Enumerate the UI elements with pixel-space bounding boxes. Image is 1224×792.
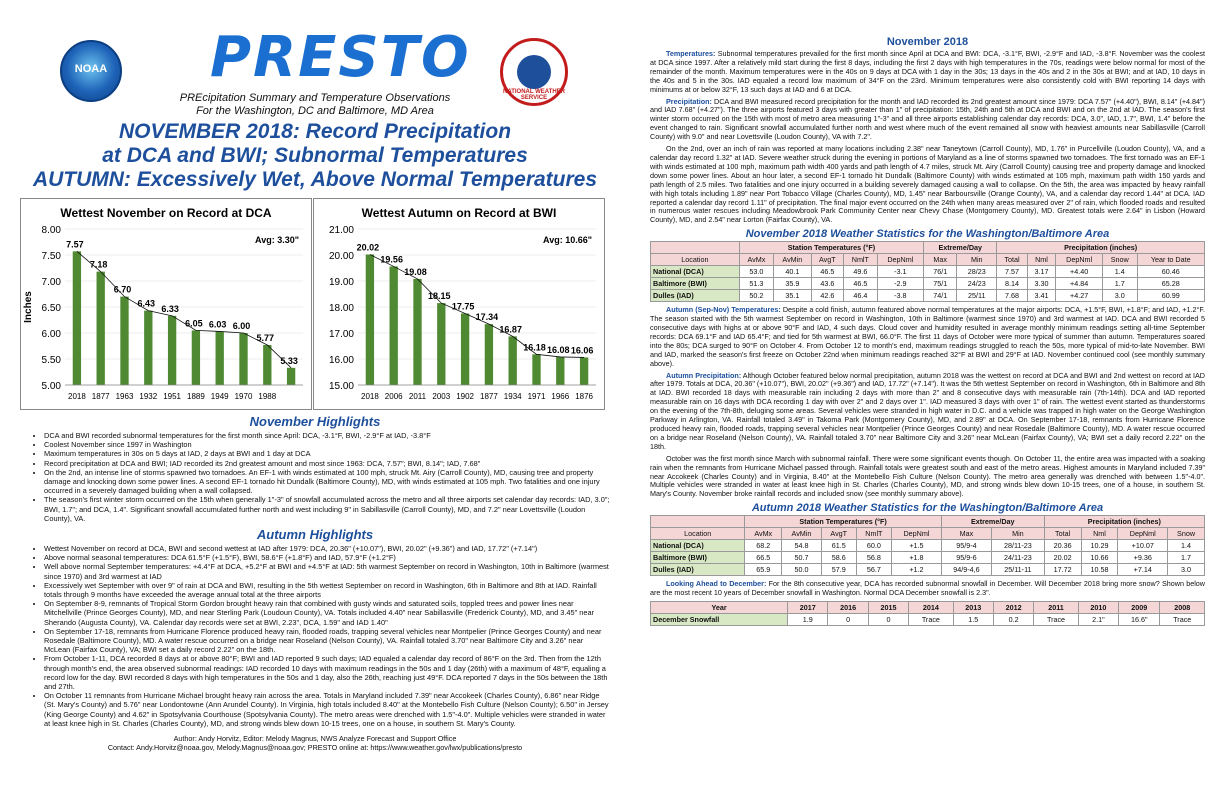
data-label: 5.77	[256, 332, 275, 343]
snow-table-cell: 2016	[828, 602, 868, 614]
paragraph-storms: On the 2nd, over an inch of rain was reported at many locations including 2.38" near Taneytown (Carroll County), MD, 1.76" in Purcellville (Loudon County), VA, and a calendar day record 1.32" at IAD. Severe weather struck during the evening in portions of Maryland as a line of storms spawned two tornadoes. The first tornado was an EF-1 with winds estimated at 100 mph, maximum path width 400 yards and path length of 4.7 miles, struck Mt. Airy (Carroll County) causing tree and property damage and knocked down some power lines. About an hour later, a second EF-1 tornado hit Dundalk (Baltimore County) with winds estimated at 105 mph, maximum path width 150 yards and path length of 2.5 miles. Two fatalities and one injury occurred in a building severely damaged causing a wall to collapse. On the 5th, the area was impacted by heavy rainfall with high totals including 1.89" near Port Tobacco Village (Charles County), MD, 1.45" near Barboursville (Orange County), VA, and a calendar day record 1.44" at DCA. IAD reported a calendar day record 1.11" of precipitation. The final major event occurred on the 24th when many areas measured over 2" of rain, which flooded roads and resulted in numerous water rescues including Meadowbrook Park Community Center near Chevy Chase (Montgomery County), MD. Greatest totals were 2.64" in Lisbon (Howard County), MD, and 2.54" near Lorton (Fairfax County), VA.	[650, 144, 1205, 225]
snow-table-cell: Year	[651, 602, 788, 614]
table-group-header: Extreme/Day	[924, 242, 997, 254]
snow-table-cell: 2.1"	[1078, 614, 1118, 626]
y-tick-label: 19.00	[328, 277, 354, 288]
table-cell: +1.2	[892, 564, 942, 576]
table-corner	[651, 516, 745, 528]
table-cell: 40.1	[774, 266, 811, 278]
table-cell: 3.41	[1027, 290, 1056, 302]
table-row	[651, 290, 1205, 302]
november-stats-table	[650, 241, 1205, 302]
table-cell: +7.14	[1118, 564, 1168, 576]
paragraph-autumn-temps	[650, 306, 1205, 368]
bar	[461, 314, 469, 386]
headline-line-2: at DCA and BWI; Subnormal Temperatures	[102, 144, 528, 167]
headline-line-1: NOVEMBER 2018: Record Precipitation	[118, 120, 512, 143]
right-column	[650, 36, 1205, 626]
credits-author: Author: Andy Horvitz, Editor: Melody Magnus, NWS Analyze Forecast and Support Office	[173, 734, 457, 744]
autumn-highlight-item: • On October 11 remnants from Hurricane Michael brought heavy rain across the area. Totals in Maryland included 7.39" near Accokeek (Charles County), 6.86" near Ridge (St. Mary's County) and 5.76" near Londontowne (Ann Arundel County). In Virginia, high totals included 8.40" at the Montebello Fish Culture (Nelson County); 6.50" in Jersey (King George County) and 4.62" in Spotsylvania Courthouse (Spotsylvania County). The metro areas were drenched with 1.5"-4.0". Multiple vehicles were stranded in water at least knee high in St. Charles (Charles County), MD, and strong winds blew down 10-15 trees, one on a house, in southern St. Mary's County.	[44, 691, 610, 728]
lead-autumn-temps: Autumn (Sep-Nov) Temperatures:	[666, 305, 781, 315]
table-cell: 3.17	[1027, 266, 1056, 278]
data-label: 6.43	[137, 298, 156, 309]
table-row	[651, 266, 1205, 278]
bar	[580, 357, 588, 385]
table-cell: 94/9-4,6	[941, 564, 991, 576]
table-cell: 28/23	[957, 266, 997, 278]
noaa-logo-text: NOAA	[74, 63, 108, 75]
table-cell: 3.0	[1168, 564, 1205, 576]
november-highlight-item: • The season's first winter storm occurred on the 15th when generally 1"-3" of snowfall accumulated across the metro and all three airports set calendar day records: IAD, 3.0"; BWI, 1.7"; and DCA, 1.4". Significant snowfall accumulated further north and west including 9" in Sabillasville (Carroll County), MD, and 7.2" near Lovettsville (Loudon County), VA.	[44, 495, 610, 523]
bar	[509, 336, 517, 385]
table-cell: 20.02	[1044, 552, 1081, 564]
x-tick-label: 1949	[210, 392, 229, 401]
snow-table-cell: 2009	[1119, 602, 1160, 614]
table-column-header: NmlT	[856, 528, 892, 540]
x-tick-label: 2006	[384, 392, 403, 401]
nws-logo	[500, 38, 568, 106]
bar	[437, 303, 445, 385]
table-cell: +9.36	[1118, 552, 1168, 564]
snow-table-row	[651, 602, 1205, 614]
table-cell: +1.8	[892, 552, 942, 564]
table-cell: 8.14	[997, 278, 1027, 290]
y-tick-label: 8.00	[41, 225, 61, 236]
table-cell: 24/23	[957, 278, 997, 290]
x-tick-label: 2018	[68, 392, 86, 401]
table-column-header: AvgT	[811, 254, 844, 266]
table-cell: 46.5	[844, 278, 877, 290]
table-cell: 35.1	[774, 290, 811, 302]
table-cell: 1.7	[1102, 278, 1137, 290]
november-highlight-item: • Coolest November since 1997 in Washington	[44, 440, 610, 449]
x-tick-label: 1877	[480, 392, 498, 401]
table-column-header: Max	[941, 528, 991, 540]
data-label: 16.18	[523, 342, 546, 353]
table-cell: 24/11-23	[992, 552, 1045, 564]
bar	[73, 251, 81, 385]
table-cell: 50.7	[782, 552, 822, 564]
table-cell: -3.1	[877, 266, 924, 278]
table-cell: +10.07	[1118, 540, 1168, 552]
table-cell: 35.9	[774, 278, 811, 290]
table-cell: 50.0	[782, 564, 822, 576]
table-column-header: AvgT	[821, 528, 856, 540]
x-tick-label: 1966	[551, 392, 570, 401]
november-highlight-item: • DCA and BWI recorded subnormal temperatures for the first month since April: DCA, -3.1°F, BWI, -2.9°F at IAD, -3.8°F	[44, 431, 610, 440]
table-group-header: Precipitation (inches)	[997, 242, 1205, 254]
text-precipitation: DCA and BWI measured record precipitation for the month and IAD recorded its 2nd greatest amount since 1979: DCA 7.57" (+4.40"), BWI, 8.14" (+4.84") and IAD 7.68" (+4.27"). The three airports featured 3 days with greater than 1" of precipitation: 15th, 24th and 5th at DCA and BWI and on the 2nd at IAD. The season's first winter storm occurred on the 15th with most of metro area measuring 1"-3" and all three airports establishing calendar day records: DCA, 3.0", IAD, 1.7", BWI, 1.4" before the event changed to rain. Significant snowfall accumulated further north and west where much of the event remained all snow with heaviest amounts near Sabillasville (Carroll County) with 9.0" and near Lovettsville (Loudon County), VA with 7.2".	[650, 96, 1205, 142]
table-cell: 25/11	[957, 290, 997, 302]
table-column-header: AvMx	[745, 528, 782, 540]
table-column-header: Nml	[1027, 254, 1056, 266]
table-row	[651, 552, 1205, 564]
headline-line-3: AUTUMN: Excessively Wet, Above Normal Temperatures	[32, 168, 598, 191]
table-cell: 10.66	[1081, 552, 1118, 564]
table-cell: 68.2	[745, 540, 782, 552]
table-column-header: Snow	[1168, 528, 1205, 540]
bar	[216, 331, 224, 385]
presto-brand: PRESTO	[210, 25, 471, 90]
x-tick-label: 1951	[163, 392, 181, 401]
table-cell: Dulles (IAD)	[651, 564, 745, 576]
table-cell: 76/1	[924, 266, 957, 278]
y-tick-label: 16.00	[328, 355, 354, 366]
snow-table-cell: 0	[828, 614, 868, 626]
snow-table-cell: 2010	[1078, 602, 1118, 614]
snow-table-cell: 16.6"	[1119, 614, 1160, 626]
snow-table-cell: 2017	[788, 602, 828, 614]
y-tick-label: 7.00	[41, 277, 61, 288]
autumn-stats-table	[650, 515, 1205, 576]
table-cell: 3.30	[1027, 278, 1056, 290]
autumn-highlight-item: • On September 8-9, remnants of Tropical Storm Gordon brought heavy rain that combined with gusty winds and saturated soils, toppled trees and power lines near Mitchellville (Prince Georges County), MD, and near Sterling Park (Loudoun County), VA. Totals included 4.40" near Sabillasville (Frederick County), MD, and 3.45" near Sherando (Augusta County), VA. Calendar day records were set at BWI, 2.23", DCA, 1.59" and IAD 1.40"	[44, 599, 610, 627]
x-tick-label: 2018	[361, 392, 379, 401]
data-label: 7.57	[66, 239, 84, 250]
text-temperatures: Subnormal temperatures prevailed for the first month since April at DCA and BWI: DCA, -3.1°F, BWI, -2.9°F and IAD, -3.8°F. November was the coolest at DCA since 1997. After a relatively mild start during the first 8 days, including the first 2 days with high temperatures in the 70s, readings were below normal for most of the remainder of the month. Maximum temperatures were in the 40s on 9 days at DCA with 1 day in the 30s; 13 days in the 40s and 2 in the 30s at BWI; and at IAD, 10 days in the 40s and 5 in the 30s. IAD equaled a record low maximum of 34°F on the 23rd. Minimum temperatures were also consistently cold with BWI reporting 14 days with minimums at or below 32°F, 13 such days at IAD and 6 at DCA.	[650, 49, 1205, 94]
table-cell: National (DCA)	[651, 540, 745, 552]
paragraph-looking-ahead	[650, 580, 1205, 598]
lead-precipitation: Precipitation:	[666, 96, 712, 106]
y-tick-label: 18.00	[328, 303, 354, 314]
table-cell: 46.5	[811, 266, 844, 278]
data-label: 6.70	[113, 284, 132, 295]
table-cell: 51.3	[739, 278, 773, 290]
data-label: 16.08	[547, 344, 570, 355]
table-cell: 49.6	[844, 266, 877, 278]
november-highlights-list	[20, 431, 610, 523]
y-tick-label: 5.50	[41, 355, 61, 366]
table-column-header: Snow	[1102, 254, 1137, 266]
data-label: 7.18	[89, 259, 108, 270]
bar	[532, 354, 540, 385]
table-group-header: Station Temperatures (°F)	[739, 242, 923, 254]
y-tick-label: 21.00	[328, 225, 354, 236]
data-label: 19.56	[380, 254, 403, 265]
table-cell: Baltimore (BWI)	[651, 278, 740, 290]
x-tick-label: 1902	[456, 392, 474, 401]
table-column-header: Year to Date	[1137, 254, 1204, 266]
bar	[120, 297, 128, 385]
bar	[97, 272, 105, 385]
table-column-header: NmlT	[844, 254, 877, 266]
table-row	[651, 278, 1205, 290]
table-cell: 1.4	[1168, 540, 1205, 552]
bar	[144, 311, 152, 385]
november-highlight-item: • On the 2nd, an intense line of storms spawned two tornadoes. An EF-1 with winds estimated at 100 mph, struck Mt. Airy (Carroll County), MD, causing tree and property damage and knocking down some power lines. A second EF-1 tornado hit Dundalk (Baltimore County), MD, with winds estimated at 105 mph. Two fatalities and one injury occurred in a severely damaged building when a wall collapsed.	[44, 468, 610, 496]
lead-looking-ahead: Looking Ahead to December:	[666, 579, 767, 589]
snow-table-cell: 2014	[909, 602, 953, 614]
snow-table-cell: December Snowfall	[651, 614, 788, 626]
table-cell: 60.46	[1137, 266, 1204, 278]
text-autumn-temps: Despite a cold finish, autumn featured above normal temperatures at the major airports: DCA, +1.5°F, BWI, +1.8°F; and IAD, +1.2°F. The season started with the 5th warmest September on record in Washington, 10th in Baltimore (warmest since 1970) and 3rd warmest at IAD. DCA and BWI recorded 5 consecutive days with highs at or above 90°F and IAD, 4 such days. Cloud cover and humidity resulted in average monthly minimum readings setting all-time September records: DCA 69.1°F and IAD 65.4°F; and tied for 5th warmest at BWI, 66.0°F. The first 11 days of October were more typical of summer than autumn. Temperatures soared into the 80s; DCA surged to 90°F on October 4. From October 12 to month's end, maximum readings struggled to reach the 50s, more typical of mid-to-late November. BWI and IAD, marked the season's first freeze on October 22nd when minimum readings reached 32°F at BWI and 29°F at IAD. November continued cool (see monthly summary above).	[650, 305, 1205, 368]
snow-table-cell: 2008	[1160, 602, 1205, 614]
x-tick-label: 1988	[258, 392, 277, 401]
autumn-highlight-item: • Wettest November on record at DCA, BWI and second wettest at IAD after 1979: DCA, 20.36" (+10.07"), BWI, 20.02" (+9.36") and IAD, 17.72" (+7.14")	[44, 544, 610, 553]
table-column-header: DepNml	[1056, 254, 1103, 266]
table-cell: Baltimore (BWI)	[651, 552, 745, 564]
table-cell: 54.8	[782, 540, 822, 552]
subtitle-line-1: PREcipitation Summary and Temperature Observations	[179, 92, 451, 104]
autumn-highlight-item: • Above normal seasonal temperatures: DCA 61.5°F (+1.5°F), BWI, 58.6°F (+1.8°F) and IAD, 57.9°F (+1.2°F)	[44, 553, 610, 562]
nws-logo-text: NATIONAL WEATHER SERVICE	[503, 89, 565, 101]
table-cell: +4.40	[1056, 266, 1103, 278]
y-tick-label: 6.50	[41, 303, 61, 314]
table-cell: 58.6	[821, 552, 856, 564]
table-cell: 3.0	[1102, 290, 1137, 302]
data-label: 6.00	[232, 321, 251, 331]
y-tick-label: 15.00	[328, 381, 354, 392]
snow-table-cell: 2015	[868, 602, 908, 614]
snow-table-cell: Trace	[909, 614, 953, 626]
table-cell: 10.29	[1081, 540, 1118, 552]
chart-title: Wettest Autumn on Record at BWI	[361, 206, 557, 220]
table-cell: 53.0	[739, 266, 773, 278]
snow-table-cell: Trace	[1160, 614, 1205, 626]
autumn-highlights-title: Autumn Highlights	[256, 527, 374, 543]
table-column-header: Nml	[1081, 528, 1118, 540]
lead-autumn-precip: Autumn Precipitation:	[666, 370, 742, 380]
table-cell: 56.8	[856, 552, 892, 564]
autumn-table-title: Autumn 2018 Weather Statistics for the Washington/Baltimore Area	[751, 502, 1104, 515]
snow-table-cell: 2011	[1034, 602, 1078, 614]
lead-temperatures: Temperatures:	[666, 49, 716, 58]
chart-bwi-svg	[314, 199, 604, 409]
table-cell: National (DCA)	[651, 266, 740, 278]
table-cell: Dulles (IAD)	[651, 290, 740, 302]
table-column-header: Location	[651, 254, 740, 266]
table-column-header: Min	[992, 528, 1045, 540]
november-highlight-item: • Maximum temperatures in 30s on 5 days at IAD, 2 days at BWI and 1 day at DCA	[44, 449, 610, 458]
snow-table-cell: 1.5	[953, 614, 993, 626]
trend-line	[77, 251, 291, 367]
y-tick-label: 17.00	[328, 329, 354, 340]
snow-table-cell: 2012	[993, 602, 1033, 614]
bar	[239, 333, 247, 385]
data-label: 16.87	[499, 324, 522, 335]
snow-table-cell: Trace	[1034, 614, 1078, 626]
y-tick-label: 7.50	[41, 251, 61, 262]
data-label: 6.33	[161, 303, 179, 314]
bar	[485, 324, 493, 385]
y-axis-label: Inches	[23, 291, 34, 323]
table-group-header: Station Temperatures (°F)	[745, 516, 941, 528]
table-column-header: Total	[1044, 528, 1081, 540]
table-cell: 7.57	[997, 266, 1027, 278]
data-label: 20.02	[356, 242, 380, 253]
table-cell: 57.9	[821, 564, 856, 576]
november-table-title: November 2018 Weather Statistics for the Washington/Baltimore Area	[745, 228, 1110, 241]
table-column-header: AvMin	[782, 528, 822, 540]
snow-table-cell: 0.2	[993, 614, 1033, 626]
nws-logo-center	[517, 55, 551, 89]
bar	[263, 345, 271, 385]
data-label: 6.03	[208, 319, 227, 330]
paragraph-october: October was the first month since March with subnormal rainfall. There were some significant events though. On October 11, the entire area was impacted with a soaking rain when the remnants from Hurricane Michael passed through. Rainfall totals were greatest south and east of the metro areas. Highest amounts in Maryland included 7.39" near Accokeek (Charles County) and in Virginia, 8.40" at the Montebello Fish Culture (Nelson County). The metro area generally was drenched with between 1.5"-4.0". Multiple vehicles were stranded in water at least knee high in St. Charles (Charles County), MD, and strong winds blew down 10-15 trees, one of a house, in southern St. Mary's County. November broke rainfall records and included snow (see monthly summary above).	[650, 453, 1205, 499]
bar	[287, 368, 295, 385]
snow-table-cell: 1.9	[788, 614, 828, 626]
autumn-highlights-list	[20, 544, 610, 728]
data-label: 19.08	[404, 266, 427, 277]
table-corner	[651, 242, 740, 254]
table-cell: 17.72	[1044, 564, 1081, 576]
x-tick-label: 2011	[408, 392, 427, 401]
data-label: 17.34	[475, 312, 499, 323]
table-cell: 74/1	[924, 290, 957, 302]
table-cell: 1.7	[1168, 552, 1205, 564]
table-row	[651, 564, 1205, 576]
table-cell: 7.68	[997, 290, 1027, 302]
paragraph-autumn-precip	[650, 372, 1205, 452]
table-cell: 65.9	[745, 564, 782, 576]
month-title: November 2018	[886, 36, 969, 48]
table-column-header: AvMx	[739, 254, 773, 266]
bar	[366, 254, 374, 385]
table-cell: 56.7	[856, 564, 892, 576]
masthead	[20, 20, 610, 116]
table-cell: 43.6	[811, 278, 844, 290]
table-column-header: Min	[957, 254, 997, 266]
paragraph-precipitation	[650, 98, 1205, 143]
x-tick-label: 1970	[234, 392, 253, 401]
left-column	[20, 20, 610, 752]
x-tick-label: 1971	[527, 392, 546, 401]
autumn-highlight-item: • From October 1-11, DCA recorded 8 days at or above 80°F; BWI and IAD reported 9 such days; IAD equaled a calendar day record of 86°F on the 3rd. Then from the 12th through month's end, the area observed subnormal readings: IAD recorded 10 days with maximum readings in the 50s and 1 day (26th) with a maximum of 48°F, equaling a record low for the day. BWI recorded 8 days with high temperatures in the 50s and 1 day, also the 26th, reaching just 49°F. DCA reported 7 days in the 50s between the 18th and 27th.	[44, 654, 610, 691]
table-group-header: Extreme/Day	[941, 516, 1044, 528]
x-tick-label: 1932	[139, 392, 158, 401]
data-label: 18.15	[428, 291, 451, 302]
x-tick-label: 1889	[187, 392, 205, 401]
credits	[20, 734, 610, 752]
credits-contact[interactable]: Contact: Andy.Horvitz@noaa.gov, Melody.Magnus@noaa.gov; PRESTO online at: https://www.weather.gov/lwx/publications/presto	[107, 743, 523, 753]
autumn-highlight-item: • Well above normal September temperatures: +4.4°F at DCA, +5.2°F at BWI and +4.5°F at IAD: 5th warmest September on record in Washington, 10th in Baltimore (warmest since 1970) and 3rd warmest at IAD	[44, 562, 610, 580]
table-cell: +4.84	[1056, 278, 1103, 290]
table-column-header: DepNml	[877, 254, 924, 266]
table-cell: 28/11-23	[992, 540, 1045, 552]
bar	[556, 357, 564, 385]
table-cell: -3.8	[877, 290, 924, 302]
snow-table-row	[651, 614, 1205, 626]
subtitle-line-2: For the Washington, DC and Baltimore, MD Area	[196, 105, 434, 117]
table-cell: +1.5	[892, 540, 942, 552]
table-cell: 42.6	[811, 290, 844, 302]
table-column-header: Max	[924, 254, 957, 266]
table-cell: 66.5	[745, 552, 782, 564]
table-cell: 61.5	[821, 540, 856, 552]
snow-table-cell: 2013	[953, 602, 993, 614]
table-cell: +4.27	[1056, 290, 1103, 302]
table-cell: 60.99	[1137, 290, 1204, 302]
chart-title: Wettest November on Record at DCA	[60, 206, 272, 220]
x-tick-label: 2003	[432, 392, 451, 401]
table-cell: 95/9-4	[941, 540, 991, 552]
november-highlight-item: • Record precipitation at DCA and BWI; IAD recorded its 2nd greatest amount and most since 1963: DCA, 7.57"; BWI, 8.14"; IAD, 7.68"	[44, 459, 610, 468]
bar	[390, 266, 398, 385]
data-label: 16.06	[570, 345, 594, 356]
table-cell: 75/1	[924, 278, 957, 290]
table-column-header: AvMin	[774, 254, 811, 266]
table-cell: 25/11-11	[992, 564, 1045, 576]
headline	[20, 120, 610, 192]
paragraph-temperatures	[650, 50, 1205, 95]
x-tick-label: 1934	[503, 392, 522, 401]
autumn-highlight-item: • On September 17-18, remnants from Hurricane Florence produced heavy rain, flooded roads, trapping several vehicles near Montpelier (Prince Georges County) and near Rosedale (Baltimore County), MD. A water rescue occurred on a bridge near Roseland (Nelson County), VA. Rainfall totaled 3.70" near Baltimore City and 3.26" near McLean (Fairfax County), VA; BWI set a daily record 2.22" on the 18th.	[44, 627, 610, 655]
chart-dca-november	[20, 198, 312, 410]
table-cell: 95/9-6	[941, 552, 991, 564]
chart-dca-svg	[21, 199, 311, 409]
bar	[168, 316, 176, 385]
table-cell: 50.2	[739, 290, 773, 302]
table-cell: 10.58	[1081, 564, 1118, 576]
average-annotation: Avg: 3.30"	[255, 235, 299, 245]
table-cell: -2.9	[877, 278, 924, 290]
table-row	[651, 540, 1205, 552]
data-label: 17.75	[451, 301, 475, 312]
chart-bwi-autumn	[313, 198, 605, 410]
table-cell: 60.0	[856, 540, 892, 552]
data-label: 5.33	[280, 355, 298, 366]
table-column-header: Location	[651, 528, 745, 540]
bar	[413, 279, 421, 385]
text-looking-ahead: For the 8th consecutive year, DCA has recorded subnormal snowfall in December. Will December 2018 bring more snow? Shown below are the most recent 10 years of December snowfall in Washington. Normal DCA December snowfall is 2.3".	[650, 579, 1205, 598]
table-cell: 1.4	[1102, 266, 1137, 278]
december-snowfall-table	[650, 601, 1205, 626]
y-tick-label: 5.00	[41, 381, 61, 392]
autumn-highlight-item: • Excessively wet September with over 9" of rain at DCA and BWI, resulting in the 5th wettest September on record in Washington, 6th in Baltimore and 8th at IAD. Rainfall totals through 9 months have exceeded the average annual total at the three airports	[44, 581, 610, 599]
charts-row	[20, 198, 610, 410]
table-cell: 20.36	[1044, 540, 1081, 552]
data-label: 6.05	[185, 318, 203, 329]
x-tick-label: 1877	[91, 392, 110, 401]
x-tick-label: 1876	[575, 392, 593, 401]
text-autumn-precip: Although October featured below normal precipitation, autumn 2018 was the wettest on record at DCA and BWI and 2nd wettest on record at IAD after 1979. Totals at DCA, 20.36" (+10.07"), BWI, 20.02" (+9.36") and IAD, 17.72" (+7.14"). It was the 5th wettest September on record in Washington, 6th in Baltimore and 8th at IAD. BWI recorded 18 days with measurable rain including 2 days with more than 2" and 8 consecutive days with measurable rain (7th-14th). DCA and IAD reported measurable rain on 16 days with DCA recording 1 day with over 2" and 2 days over 1". IAD measured 3 days with over 1" of rain. The wettest event started as thunderstorms on the evening of the 7th-8th, deluging some areas. Several vehicles were stranded in high water in D.C. and a vehicle was trapped in high water on the George Washington Parkway in Arlington, VA. Rainfall totaled 3.49" in Takoma Park (Montgomery County), MD, and 2.89" at DCA. On September 17-18, remnants from Hurricane Florence produced heavy rain, flooded roads, trapping several vehicles near Montpelier (Prince Georges County) and near Rosedale (Baltimore County), MD. A water rescue occurred on a bridge near Roseland (Nelson County), VA. Rainfall totaled 3.70" near Baltimore City and 3.26" near McLean (Fairfax County), VA; BWI set a daily record 2.22" on the 18th.	[650, 370, 1205, 451]
trend-line	[370, 254, 584, 357]
table-cell: 46.4	[844, 290, 877, 302]
y-tick-label: 20.00	[328, 251, 354, 262]
table-column-header: Total	[997, 254, 1027, 266]
snow-table-cell: 0	[868, 614, 908, 626]
table-column-header: DepNml	[1118, 528, 1168, 540]
table-cell: 65.28	[1137, 278, 1204, 290]
table-column-header: DepNml	[892, 528, 942, 540]
bar	[192, 330, 200, 385]
x-tick-label: 1963	[115, 392, 134, 401]
y-tick-label: 6.00	[41, 329, 61, 340]
table-group-header: Precipitation (inches)	[1044, 516, 1204, 528]
november-highlights-title: November Highlights	[249, 414, 381, 429]
average-annotation: Avg: 10.66"	[543, 235, 592, 245]
